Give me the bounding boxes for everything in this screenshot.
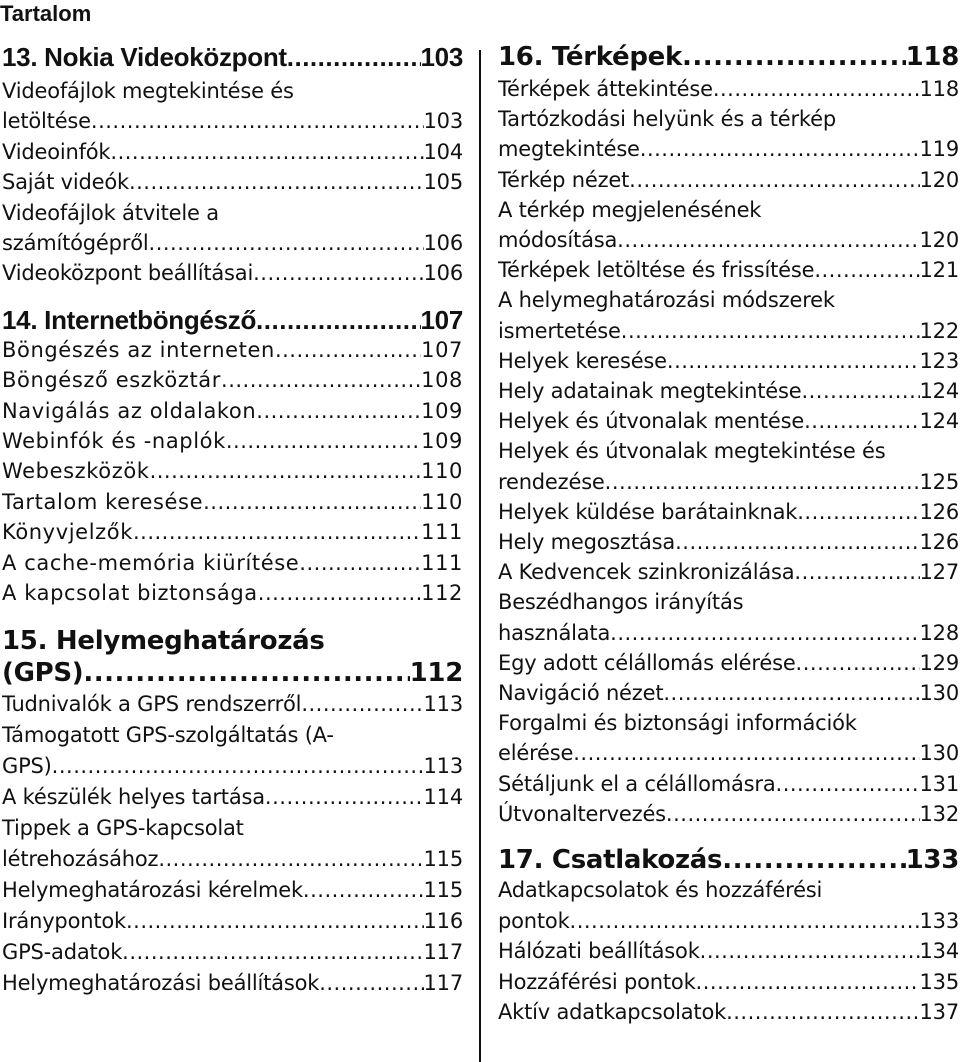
toc-entry-first-line: Beszédhangos irányítás — [498, 590, 744, 615]
toc-entry-row — [498, 74, 959, 104]
toc-page-number: 118 — [919, 77, 959, 101]
dot-leader — [666, 799, 920, 829]
dot-leader — [256, 305, 420, 335]
toc-entry-title: Helyek küldése barátainknak — [498, 499, 798, 524]
dot-leader — [319, 968, 423, 999]
toc-entry — [498, 799, 959, 829]
toc-page-number: 133 — [905, 845, 959, 876]
dot-leader — [682, 42, 906, 72]
toc-entry — [2, 906, 463, 937]
toc-page-number: 115 — [423, 846, 463, 871]
toc-entry-title: A cache-memória kiürítése — [2, 550, 300, 575]
section-heading-row — [498, 845, 959, 875]
section-heading — [2, 42, 463, 72]
toc-section-14 — [2, 305, 463, 609]
toc-page-number: 110 — [421, 489, 463, 514]
toc-entry-title: megtekintése — [498, 137, 640, 162]
dot-leader — [621, 316, 920, 346]
toc-entry — [2, 720, 463, 782]
toc-page-number: 111 — [421, 550, 463, 575]
toc-entry — [498, 875, 959, 936]
toc-entry-title: Böngésző eszköztár — [2, 368, 222, 393]
toc-entry — [2, 578, 463, 608]
toc-page-number: 123 — [919, 348, 959, 373]
toc-entry-title: GPS-adatok — [2, 939, 123, 964]
dot-leader — [256, 396, 421, 426]
toc-entry-title: rendezése — [498, 469, 605, 494]
toc-entry — [498, 967, 959, 998]
toc-page-number: 116 — [423, 908, 463, 933]
toc-entry-row — [2, 137, 463, 167]
dot-leader — [52, 751, 424, 782]
toc-entry — [2, 335, 463, 365]
toc-entry-row — [498, 967, 959, 998]
toc-entry-row — [2, 258, 463, 288]
toc-entry-title: Helymeghatározási kérelmek — [2, 877, 303, 902]
dot-leader — [221, 365, 421, 395]
toc-page-number: 120 — [919, 167, 959, 192]
toc-entry-row — [2, 456, 463, 486]
dot-leader — [303, 875, 424, 906]
toc-entry-title: Hely megosztása — [498, 530, 676, 555]
toc-entry-row — [2, 937, 463, 968]
toc-entry-title: A kapcsolat biztonsága — [2, 581, 258, 606]
toc-section-13 — [2, 42, 463, 289]
toc-entry-title: (GPS) — [2, 657, 84, 688]
section-heading-line: 15. Helymeghatározás — [2, 625, 325, 656]
dot-leader — [226, 426, 421, 456]
toc-entry — [2, 365, 463, 395]
toc-entry-title: Tartalom keresése — [2, 489, 204, 514]
toc-page-number: 130 — [919, 681, 959, 706]
section-heading-row — [2, 305, 463, 335]
dot-leader — [573, 738, 919, 768]
toc-entry-row — [498, 134, 959, 164]
toc-page-number: 114 — [423, 784, 463, 809]
dot-leader — [794, 557, 919, 587]
toc-entry-row — [2, 578, 463, 608]
toc-entry-row — [2, 517, 463, 547]
dot-leader — [726, 997, 919, 1028]
section-heading — [498, 42, 959, 72]
toc-entry-title: Videoközpont beállításai — [2, 261, 254, 286]
toc-entry-row — [2, 365, 463, 395]
toc-entry-first-line: Tippek a GPS-kapcsolat — [2, 815, 244, 840]
toc-entry-row — [498, 557, 959, 587]
toc-entry-row — [498, 936, 959, 967]
toc-page-number: 111 — [421, 520, 463, 545]
toc-page-number: 117 — [423, 939, 463, 964]
toc-entry-title: Saját videók — [2, 170, 129, 195]
dot-leader — [629, 165, 919, 195]
toc-page-number: 112 — [421, 581, 463, 606]
toc-entry-first-line: A helymeghatározási módszerek — [498, 288, 835, 313]
toc-entry-first-line: A térkép megjelenésének — [498, 197, 762, 222]
toc-entry — [498, 557, 959, 587]
dot-leader — [797, 497, 919, 527]
toc-entry-row — [2, 906, 463, 937]
dot-leader — [203, 487, 421, 517]
toc-entry-first-line: Támogatott GPS-szolgáltatás (A- — [2, 722, 334, 747]
section-heading-row — [2, 657, 463, 689]
toc-page-number: 118 — [905, 42, 959, 72]
section-heading — [2, 305, 463, 335]
toc-entry — [2, 456, 463, 486]
toc-page-number: 113 — [423, 753, 463, 778]
toc-entry-row — [498, 648, 959, 678]
dot-leader — [265, 782, 424, 813]
toc-entry-row — [2, 426, 463, 456]
toc-section-15 — [2, 625, 463, 999]
toc-entry-title: 16. Térképek — [498, 42, 683, 72]
dot-leader — [776, 769, 920, 799]
dot-leader — [801, 376, 919, 406]
dot-leader — [713, 74, 920, 104]
toc-entry-first-line: Videofájlok megtekintése és — [2, 79, 294, 103]
toc-entry — [498, 678, 959, 708]
toc-entry — [2, 782, 463, 813]
toc-page-number: 110 — [421, 459, 463, 484]
toc-entry-row — [498, 997, 959, 1028]
toc-entry-title: Hely adatainak megtekintése — [498, 379, 802, 404]
toc-entry — [498, 285, 959, 345]
toc-entry-first-line: Forgalmi és biztonsági információk — [498, 711, 857, 736]
toc-page-number: 106 — [423, 231, 463, 256]
toc-entry — [498, 708, 959, 768]
toc-page-number: 129 — [919, 650, 959, 675]
toc-page-number: 108 — [421, 368, 463, 393]
dot-leader — [667, 346, 920, 376]
toc-page-number: 131 — [919, 771, 959, 796]
toc-page-number: 121 — [919, 258, 959, 283]
toc-entry-title: Navigáció nézet — [498, 681, 664, 706]
toc-entry-row — [498, 497, 959, 527]
dot-leader — [814, 255, 919, 285]
toc-entry-title: A Kedvencek szinkronizálása — [498, 560, 795, 585]
toc-entry — [498, 255, 959, 285]
toc-entry-row — [2, 396, 463, 426]
toc-entry — [498, 527, 959, 557]
toc-entry-title: Hálózati beállítások — [498, 939, 700, 964]
toc-entry-title: számítógépről — [2, 231, 149, 256]
toc-entry-row — [2, 167, 463, 197]
toc-entry-row — [498, 799, 959, 829]
toc-entry — [498, 376, 959, 406]
toc-entry — [498, 497, 959, 527]
toc-entry-title: Tudnivalók a GPS rendszerről — [2, 691, 302, 716]
dot-leader — [804, 406, 919, 436]
column-divider — [479, 50, 481, 1062]
dot-leader — [258, 578, 421, 608]
toc-entry — [2, 517, 463, 547]
toc-page-number: 109 — [421, 398, 463, 423]
toc-entry-row — [498, 225, 959, 255]
toc-entry — [2, 968, 463, 999]
toc-entry-title: letöltése — [2, 109, 91, 134]
toc-entry-row — [2, 335, 463, 365]
dot-leader — [675, 527, 919, 557]
toc-page-number: 113 — [423, 691, 463, 716]
toc-entry-title: elérése — [498, 741, 574, 766]
toc-page-number: 103 — [420, 42, 463, 72]
toc-entry-title: ismertetése — [498, 318, 621, 343]
dot-leader — [696, 967, 920, 998]
dot-leader — [110, 137, 423, 167]
dot-leader — [299, 548, 421, 578]
toc-entry-row — [498, 406, 959, 436]
toc-entry-title: Helyek keresése — [498, 348, 667, 373]
dot-leader — [301, 689, 423, 720]
toc-entry-title: Sétáljunk el a célállomásra — [498, 771, 776, 796]
toc-entry-row — [498, 346, 959, 376]
toc-entry-title: Webeszközök — [2, 459, 150, 484]
toc-page-number: 124 — [919, 409, 959, 434]
toc-entry-row — [498, 376, 959, 406]
toc-page-number: 107 — [420, 304, 463, 335]
toc-entry-title: Könyvjelzők — [2, 520, 133, 545]
toc-entry-row — [498, 527, 959, 557]
toc-section-17 — [498, 845, 959, 1028]
toc-page-number: 126 — [919, 499, 959, 524]
toc-entry-row — [498, 165, 959, 195]
toc-page-number: 134 — [919, 939, 959, 964]
toc-entry-title: Helyek és útvonalak mentése — [498, 409, 805, 434]
toc-entry-row — [498, 255, 959, 285]
toc-entry-title: létrehozásához — [2, 846, 159, 871]
section-heading-row — [2, 42, 463, 72]
toc-entry-row — [2, 487, 463, 517]
toc-entry-title: Útvonaltervezés — [498, 801, 666, 826]
dot-leader — [149, 228, 424, 258]
toc-entry-title: Aktív adatkapcsolatok — [498, 1000, 727, 1025]
toc-entry-row — [2, 782, 463, 813]
toc-page-number: 133 — [919, 908, 959, 933]
toc-entry-row — [2, 106, 463, 136]
section-heading-row — [498, 42, 959, 72]
toc-page-number: 130 — [919, 741, 959, 766]
toc-page-number: 120 — [919, 228, 959, 253]
toc-entry-first-line: Adatkapcsolatok és hozzáférési — [498, 878, 823, 903]
toc-entry — [2, 875, 463, 906]
toc-entry-title: Navigálás az oldalakon — [2, 398, 257, 423]
toc-entry-title: 14. Internetböngésző — [2, 304, 257, 335]
dot-leader — [617, 225, 919, 255]
dot-leader — [663, 678, 919, 708]
toc-entry-first-line: Helyek és útvonalak megtekintése és — [498, 439, 886, 464]
toc-page-number: 103 — [423, 109, 463, 134]
toc-entry — [498, 346, 959, 376]
section-heading — [498, 845, 959, 875]
dot-leader — [122, 937, 423, 968]
dot-leader — [275, 335, 421, 365]
toc-entry-title: Helymeghatározási beállítások — [2, 970, 320, 995]
toc-entry-title: módosítása — [498, 228, 618, 253]
toc-entry-first-line: Tartózkodási helyünk és a térkép — [498, 107, 836, 132]
toc-entry-title: Videoinfók — [2, 139, 111, 164]
toc-page-number: 117 — [423, 970, 463, 995]
toc-entry-row — [2, 844, 463, 875]
toc-page-number: 109 — [421, 429, 463, 454]
toc-entry — [498, 74, 959, 104]
toc-entry-row — [498, 316, 959, 346]
toc-column-right — [498, 42, 959, 1028]
toc-page-number: 105 — [423, 170, 463, 195]
toc-entry-title: 17. Csatlakozás — [498, 845, 723, 876]
toc-entry-title: Iránypontok — [2, 908, 126, 933]
dot-leader — [722, 845, 905, 875]
toc-entry — [498, 587, 959, 647]
toc-entry — [2, 426, 463, 456]
dot-leader — [158, 844, 423, 875]
toc-entry-title: Térképek letöltése és frissítése — [498, 258, 815, 283]
toc-entry-row — [2, 228, 463, 258]
toc-entry — [2, 137, 463, 167]
toc-page-number: 128 — [919, 620, 959, 645]
toc-entry — [498, 436, 959, 496]
toc-entry-title: pontok — [498, 908, 570, 933]
section-heading — [2, 625, 463, 689]
toc-page-number: 104 — [423, 139, 463, 164]
toc-entry-title: Térképek áttekintése — [498, 77, 713, 101]
toc-entry-row — [2, 968, 463, 999]
toc-entry — [498, 769, 959, 799]
toc-entry — [498, 195, 959, 255]
toc-entry — [2, 167, 463, 197]
dot-leader — [640, 134, 920, 164]
toc-page-number: 135 — [919, 969, 959, 994]
page-header: Tartalom — [0, 1, 92, 26]
toc-entry-title: használata — [498, 620, 611, 645]
toc-page-number: 124 — [919, 379, 959, 404]
toc-entry-row — [498, 769, 959, 799]
toc-page-number: 132 — [919, 801, 959, 826]
toc-entry-title: 13. Nokia Videoközpont — [2, 42, 287, 72]
dot-leader — [796, 648, 920, 678]
toc-entry — [2, 689, 463, 720]
toc-entry — [2, 258, 463, 288]
toc-section-16 — [498, 42, 959, 829]
toc-page-number: 106 — [423, 261, 463, 286]
dot-leader — [133, 517, 421, 547]
toc-page-number: 126 — [919, 530, 959, 555]
dot-leader — [253, 258, 423, 288]
dot-leader — [700, 936, 920, 967]
toc-page-number: 107 — [421, 337, 463, 362]
toc-entry — [498, 997, 959, 1028]
dot-leader — [83, 657, 409, 689]
toc-entry — [2, 198, 463, 259]
dot-leader — [287, 42, 421, 72]
toc-entry-title: Egy adott célállomás elérése — [498, 650, 796, 675]
toc-entry-title: Hozzáférési pontok — [498, 969, 696, 994]
toc-entry-row — [498, 618, 959, 648]
toc-entry-title: A készülék helyes tartása — [2, 784, 265, 809]
dot-leader — [605, 467, 920, 497]
toc-entry-title: Térkép nézet — [498, 167, 630, 192]
toc-entry-first-line: Videofájlok átvitele a — [2, 200, 219, 225]
toc-entry — [498, 648, 959, 678]
toc-entry — [498, 165, 959, 195]
dot-leader — [126, 906, 424, 937]
toc-entry — [2, 937, 463, 968]
toc-page-number: 112 — [409, 657, 463, 688]
toc-page-number: 119 — [919, 137, 959, 162]
toc-page-number: 137 — [919, 1000, 959, 1025]
toc-page-number: 122 — [919, 318, 959, 343]
toc-entry-row — [498, 906, 959, 937]
toc-entry — [2, 396, 463, 426]
toc-entry-row — [2, 548, 463, 578]
toc-entry-title: GPS) — [2, 753, 52, 778]
toc-page-number: 125 — [919, 469, 959, 494]
toc-column-left — [2, 42, 463, 999]
toc-entry-row — [498, 678, 959, 708]
toc-entry-row — [2, 751, 463, 782]
toc-entry-row — [2, 689, 463, 720]
toc-entry — [498, 406, 959, 436]
toc-entry-row — [498, 467, 959, 497]
toc-entry — [2, 813, 463, 875]
dot-leader — [91, 106, 424, 136]
toc-entry — [498, 936, 959, 967]
dot-leader — [570, 906, 920, 937]
toc-entry-title: Webinfók és -naplók — [2, 429, 226, 454]
toc-entry-title: Böngészés az interneten — [2, 337, 275, 362]
dot-leader — [610, 618, 919, 648]
dot-leader — [150, 456, 422, 486]
toc-entry — [498, 104, 959, 164]
toc-entry-row — [498, 738, 959, 768]
toc-page-number: 127 — [919, 560, 959, 585]
toc-page-number: 115 — [423, 877, 463, 902]
toc-entry-row — [2, 875, 463, 906]
toc-entry — [2, 76, 463, 137]
dot-leader — [129, 167, 424, 197]
toc-entry — [2, 487, 463, 517]
toc-entry — [2, 548, 463, 578]
